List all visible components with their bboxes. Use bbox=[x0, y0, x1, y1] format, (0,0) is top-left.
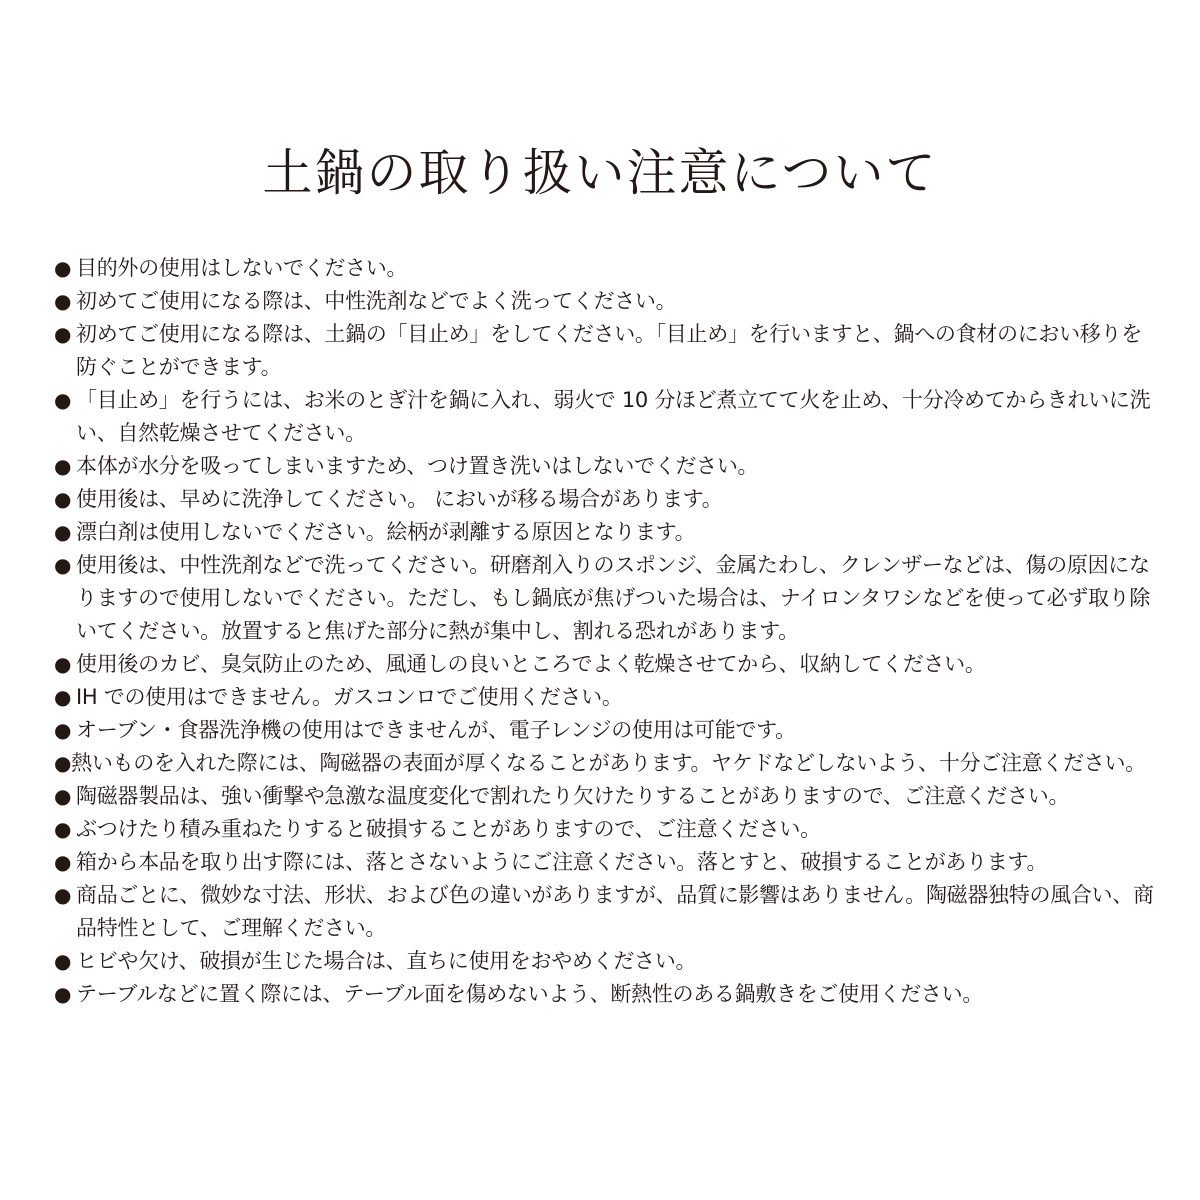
caution-text: テーブルなどに置く際には、テーブル面を傷めないよう、断熱性のある鍋敷きをご使用ください。 bbox=[76, 982, 984, 1006]
caution-text: 商品ごとに、微妙な寸法、形状、および色の違いがありますが、品質に影響はありません。陶磁器独特の風合い、商品特性として、ご理解ください。 bbox=[76, 883, 1154, 940]
caution-text: 「目止め」を行うには、お米のとぎ汁を鍋に入れ、弱火で 10 分ほど煮立てて火を止め、十分冷めてからきれいに洗い、自然乾燥させてください。 bbox=[76, 388, 1151, 445]
caution-text: 使用後のカビ、臭気防止のため、風通しの良いところでよく乾燥させてから、収納してください。 bbox=[76, 652, 986, 676]
bullet-icon: ● bbox=[54, 751, 72, 775]
bullet-icon: ● bbox=[54, 322, 72, 346]
bullet-icon: ● bbox=[54, 883, 72, 907]
caution-text: 初めてご使用になる際は、中性洗剤などでよく洗ってください。 bbox=[76, 289, 677, 313]
caution-text: 陶磁器製品は、強い衝撃や急激な温度変化で割れたり欠けたりすることがありますので、ご注意ください。 bbox=[76, 784, 1070, 808]
bullet-icon: ● bbox=[54, 685, 72, 709]
list-item bbox=[54, 516, 1154, 549]
list-item bbox=[54, 780, 1154, 813]
caution-text: 熱いものを入れた際には、陶磁器の表面が厚くなることがあります。ヤケドなどしないよう、十分ご注意ください。 bbox=[71, 751, 1146, 775]
list-item bbox=[54, 681, 1154, 714]
list-item bbox=[54, 384, 1154, 450]
bullet-icon: ● bbox=[54, 718, 72, 742]
list-item bbox=[54, 747, 1154, 780]
list-item bbox=[54, 318, 1154, 384]
bullet-icon: ● bbox=[54, 520, 72, 544]
list-item bbox=[54, 879, 1154, 945]
list-item bbox=[54, 978, 1154, 1011]
caution-text: 初めてご使用になる際は、土鍋の「目止め」をしてください。「目止め」を行いますと、鍋への食材のにおい移りを防ぐことができます。 bbox=[76, 322, 1142, 379]
bullet-icon: ● bbox=[54, 850, 72, 874]
list-item bbox=[54, 813, 1154, 846]
page-title: 土鍋の取り扱い注意について bbox=[262, 144, 938, 202]
list-item bbox=[54, 285, 1154, 318]
list-item bbox=[54, 450, 1154, 483]
bullet-icon: ● bbox=[54, 487, 72, 511]
caution-text: ぶつけたり積み重ねたりすると破損することがありますので、ご注意ください。 bbox=[76, 817, 821, 841]
list-item bbox=[54, 945, 1154, 978]
caution-text: 箱から本品を取り出す際には、落とさないようにご注意ください。落とすと、破損することがあります。 bbox=[76, 850, 1048, 874]
list-item bbox=[54, 252, 1154, 285]
bullet-icon: ● bbox=[54, 553, 72, 577]
bullet-icon: ● bbox=[54, 982, 72, 1006]
caution-text: ヒビや欠け、破損が生じた場合は、直ちに使用をおやめください。 bbox=[76, 949, 697, 973]
bullet-icon: ● bbox=[54, 454, 72, 478]
bullet-icon: ● bbox=[54, 652, 72, 676]
list-item bbox=[54, 714, 1154, 747]
list-item bbox=[54, 648, 1154, 681]
caution-list bbox=[54, 252, 1154, 1011]
bullet-icon: ● bbox=[54, 949, 72, 973]
bullet-icon: ● bbox=[54, 388, 72, 412]
caution-text: 目的外の使用はしないでください。 bbox=[76, 256, 408, 280]
bullet-icon: ● bbox=[54, 256, 72, 280]
list-item bbox=[54, 549, 1154, 648]
bullet-icon: ● bbox=[54, 817, 72, 841]
caution-text: IH での使用はできません。ガスコンロでご使用ください。 bbox=[76, 685, 623, 709]
bullet-icon: ● bbox=[54, 784, 72, 808]
bullet-icon: ● bbox=[54, 289, 72, 313]
list-item bbox=[54, 846, 1154, 879]
caution-text: オーブン・食器洗浄機の使用はできませんが、電子レンジの使用は可能です。 bbox=[76, 718, 796, 742]
caution-text: 使用後は、中性洗剤などで洗ってください。研磨剤入りのスポンジ、金属たわし、クレンザーなどは、傷の原因になりますので使用しないでください。ただし、もし鍋底が焦げついた場合は、ナイロンタワシなどを使って必ず取り除いてください。放置すると焦げた部分に熱が集中し、割れる恐れがあります。 bbox=[76, 553, 1151, 643]
caution-text: 漂白剤は使用しないでください。絵柄が剥離する原因となります。 bbox=[76, 520, 696, 544]
caution-text: 本体が水分を吸ってしまいますため、つけ置き洗いはしないでください。 bbox=[76, 454, 759, 478]
list-item bbox=[54, 483, 1154, 516]
caution-text: 使用後は、早めに洗浄してください。 においが移る場合があります。 bbox=[76, 487, 723, 511]
